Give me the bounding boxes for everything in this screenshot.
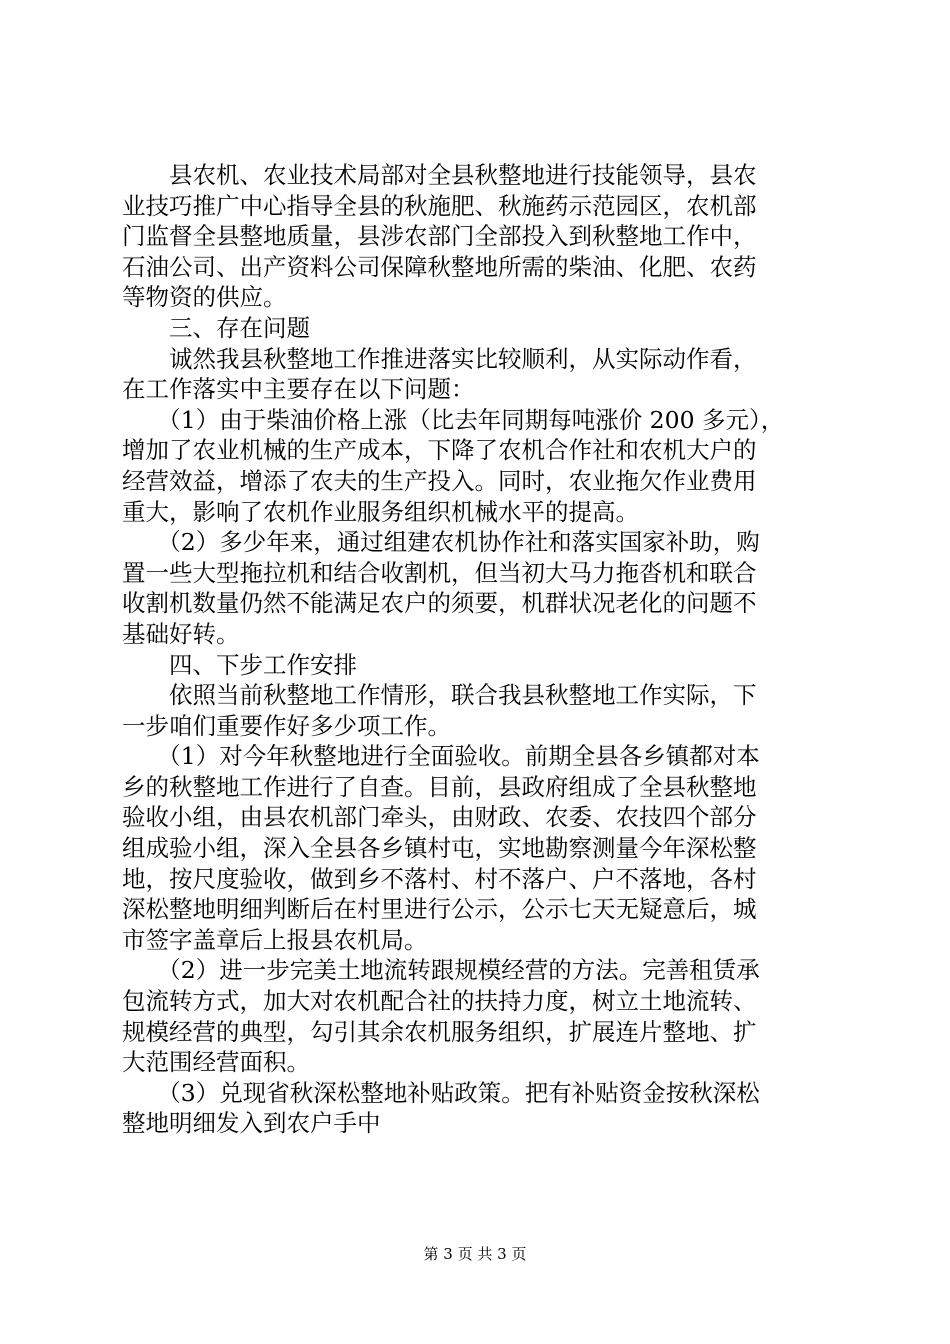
text-line: 包流转方式，加大对农机配合社的扶持力度，树立土地流转、 xyxy=(122,987,757,1016)
text-line: （2）进一步完美土地流转跟规模经营的方法。完善租赁承 xyxy=(122,956,760,985)
text-line: 基础好转。 xyxy=(122,619,240,648)
text-line: 经营效益，增添了农夫的生产投入。同时，农业拖欠作业费用 xyxy=(122,466,757,495)
section-heading: 四、下步工作安排 xyxy=(122,650,357,679)
text-line: 门监督全县整地质量，县涉农部门全部投入到秋整地工作中， xyxy=(122,222,757,251)
text-line: （1）对今年秋整地进行全面验收。前期全县各乡镇都对本 xyxy=(122,742,760,771)
text-line: 业技巧推广中心指导全县的秋施肥、秋施药示范园区，农机部 xyxy=(122,191,757,220)
text-line: 规模经营的典型，勾引其余农机服务组织，扩展连片整地、扩 xyxy=(122,1017,757,1046)
text-line: 诚然我县秋整地工作推进落实比较顺利，从实际动作看， xyxy=(122,344,757,373)
text-line: （2）多少年来，通过组建农机协作社和落实国家补助，购 xyxy=(122,528,760,557)
text-line: （1）由于柴油价格上涨（比去年同期每吨涨价 200 多元）， xyxy=(122,405,785,434)
text-line: 置一些大型拖拉机和结合收割机，但当初大马力拖沓机和联合 xyxy=(122,558,757,587)
text-line: 深松整地明细判断后在村里进行公示，公示七天无疑意后，城 xyxy=(122,895,757,924)
text-line: 市签字盖章后上报县农机局。 xyxy=(122,925,428,954)
document-body xyxy=(122,160,836,1139)
text-line: 地，按尺度验收，做到乡不落村、村不落户、户不落地，各村 xyxy=(122,864,757,893)
text-line: 验收小组，由县农机部门牵头，由财政、农委、农技四个部分 xyxy=(122,803,757,832)
text-line: 增加了农业机械的生产成本，下降了农机合作社和农机大户的 xyxy=(122,436,757,465)
page-footer xyxy=(0,1244,950,1264)
text-line: （3）兑现省秋深松整地补贴政策。把有补贴资金按秋深松 xyxy=(122,1078,760,1107)
text-line: 乡的秋整地工作进行了自查。目前，县政府组成了全县秋整地 xyxy=(122,772,757,801)
text-line: 县农机、农业技术局部对全县秋整地进行技能领导，县农 xyxy=(122,161,757,189)
text-line: 大范围经营面积。 xyxy=(122,1048,310,1077)
page-number-label: 第 3 页 共 3 页 xyxy=(423,1245,527,1263)
text-line: 收割机数量仍然不能满足农户的须要，机群状况老化的问题不 xyxy=(122,589,757,618)
text-line: 一步咱们重要作好多少项工作。 xyxy=(122,711,451,740)
section-heading: 三、存在问题 xyxy=(122,313,310,342)
text-line: 在工作落实中主要存在以下问题： xyxy=(122,375,475,404)
text-line: 等物资的供应。 xyxy=(122,283,287,312)
text-line: 重大，影响了农机作业服务组织机械水平的提高。 xyxy=(122,497,639,526)
text-line: 依照当前秋整地工作情形，联合我县秋整地工作实际，下 xyxy=(122,681,757,710)
text-line: 石油公司、出产资料公司保障秋整地所需的柴油、化肥、农药 xyxy=(122,252,757,281)
text-line: 整地明细发入到农户手中 xyxy=(122,1109,381,1138)
text-line: 组成验小组，深入全县各乡镇村屯，实地勘察测量今年深松整 xyxy=(122,834,757,863)
